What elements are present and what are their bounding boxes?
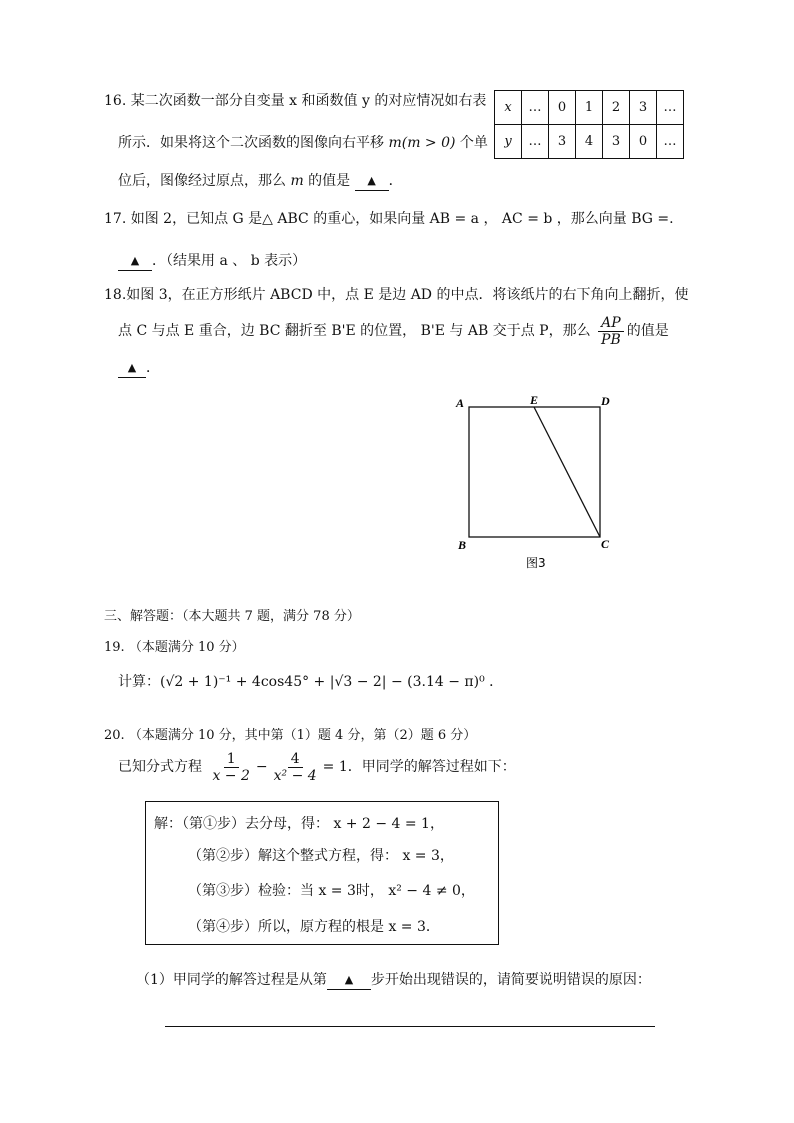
fraction-1: $\frac{1}{x - 2}$ [212, 750, 250, 784]
section-3-title: 三、解答题：（本大题共 7 题，满分 78 分） [104, 609, 360, 624]
q17-line2: ▲ ．（结果用 a 、 b 表示） [118, 251, 306, 271]
q18-line3: ▲ ． [118, 358, 160, 378]
label-b: B [458, 538, 467, 552]
q18-line1 [104, 285, 688, 305]
q16-line3: 位后，图像经过原点，那么 m 的值是 ▲ ． [118, 173, 403, 189]
table-cell: x [495, 91, 522, 125]
table-cell: 2 [603, 91, 630, 125]
solution-step-3: （第③步）检验：当 x = 3时， x² − 4 ≠ 0， [188, 883, 475, 899]
table-cell: … [657, 125, 684, 159]
q20-points: （本题满分 10 分，其中第（1）题 4 分，第（2）题 6 分） [128, 728, 477, 743]
q19-header [104, 638, 245, 658]
q18-text-line1: 如图 3，在正方形纸片 ABCD 中，点 E 是边 AD 的中点．将该纸片的右下角向上翻折，使 [126, 287, 689, 303]
q20-header [104, 726, 476, 746]
segment-ec [534, 407, 600, 537]
q17-line1 [104, 209, 674, 229]
answer-blank-q17: ▲ [118, 253, 152, 271]
q20-number: 20. [104, 728, 125, 743]
table-cell: y [495, 125, 522, 159]
table-cell: 1 [576, 91, 603, 125]
table-cell: 4 [576, 125, 603, 159]
label-d: D [601, 394, 610, 408]
q20-equation-line: 已知分式方程 $\frac{1}{x - 2}$ − $\frac{4}{\text{x² − 4}}$ = 1．甲同学的解答过程如下： [118, 750, 516, 784]
q16-number: 16. [104, 93, 127, 109]
solution-step-2: （第②步）解这个整式方程，得： x = 3， [188, 848, 454, 864]
q16-line1 [104, 91, 486, 111]
q16-text-line1: 某二次函数一部分自变量 x 和函数值 y 的对应情况如右表 [130, 93, 487, 109]
label-a: A [456, 396, 465, 410]
q19-points: （本题满分 10 分） [128, 640, 245, 655]
solution-step-1: 解：（第①步）去分母，得： x + 2 − 4 = 1， [154, 816, 444, 832]
q18-line2: 点 C 与点 E 重合，边 BC 翻折至 B'E 的位置， B'E 与 AB 交于点 P，那么 $\frac{AP}{PB}$ 的值是 [118, 314, 669, 348]
q19-number: 19. [104, 640, 125, 655]
table-cell: 3 [603, 125, 630, 159]
q18-number: 18. [104, 287, 127, 303]
answer-line [165, 1026, 655, 1027]
table-cell: … [522, 125, 549, 159]
label-e: E [530, 393, 539, 407]
fraction-ap-pb: $\frac{AP}{PB}$ [598, 315, 624, 348]
answer-blank-q16: ▲ [355, 173, 389, 191]
table-cell: 3 [549, 125, 576, 159]
answer-blank-q20: ▲ [327, 972, 371, 990]
solution-step-4: （第④步）所以，原方程的根是 x = 3． [188, 919, 440, 935]
answer-blank-q18: ▲ [118, 360, 146, 378]
q19-expression: 计算：(√2 + 1)⁻¹ + 4cos45° + |√3 − 2| − (3.14 − π)⁰ ． [118, 674, 504, 690]
q20-sub1: （1）甲同学的解答过程是从第 ▲ 步开始出现错误的，请简要说明错误的原因： [136, 972, 651, 988]
value-table [494, 90, 684, 159]
table-cell: 0 [630, 125, 657, 159]
table-cell: 3 [630, 91, 657, 125]
square-figure [450, 390, 630, 580]
table-cell: … [522, 91, 549, 125]
q16-line2: 所示．如果将这个二次函数的图像向右平移 m(m > 0) 个单 [118, 135, 488, 151]
table-row [495, 91, 684, 125]
figure-3 [450, 390, 630, 584]
square-abcd [469, 407, 600, 537]
q17-text-line1: 如图 2，已知点 G 是△ ABC 的重心，如果向量 AB = a ， AC = b ，那么向量 BG =. [130, 211, 674, 227]
q17-number: 17. [104, 211, 127, 227]
figure-caption: 图3 [526, 556, 546, 570]
fraction-2: $\frac{4}{\text{x² − 4}}$ [273, 750, 317, 784]
table-row [495, 125, 684, 159]
table-cell: … [657, 91, 684, 125]
label-c: C [601, 537, 610, 551]
table-cell: 0 [549, 91, 576, 125]
